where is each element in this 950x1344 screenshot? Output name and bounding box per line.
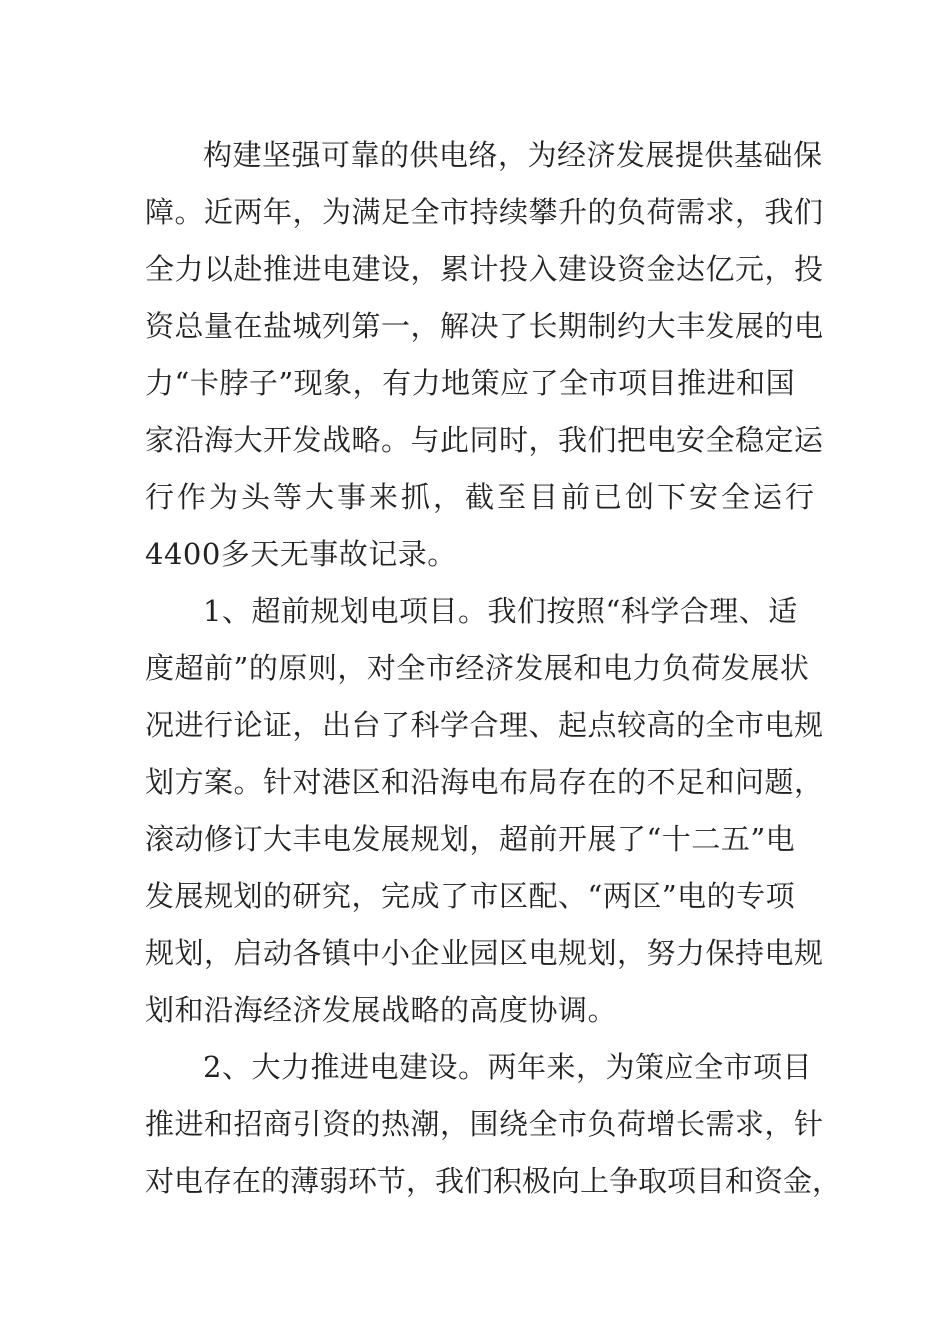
paragraph-3-line-1: 2、大力推进电建设。两年来，为策应全市项目 — [203, 1050, 812, 1084]
paragraph-1-line-5: 力“卡脖子”现象，有力地策应了全市项目推进和国 — [145, 366, 796, 400]
paragraph-1-line-6: 家沿海大开发战略。与此同时，我们把电安全稳定运 — [145, 423, 824, 457]
paragraph-2-line-6: 发展规划的研究，完成了市区配、“两区”电的专项 — [145, 879, 796, 913]
paragraph-2-line-7: 规划，启动各镇中小企业园区电规划，努力保持电规 — [145, 936, 824, 970]
paragraph-1-line-2: 障。近两年，为满足全市持续攀升的负荷需求，我们 — [145, 195, 824, 229]
paragraph-1-line-3: 全力以赴推进电建设，累计投入建设资金达亿元，投 — [145, 252, 824, 286]
paragraph-2-line-1: 1、超前规划电项目。我们按照“科学合理、适 — [203, 594, 798, 628]
paragraph-1-line-4: 资总量在盐城列第一，解决了长期制约大丰发展的电 — [145, 309, 824, 343]
paragraph-3-line-2: 推进和招商引资的热潮，围绕全市负荷增长需求，针 — [145, 1107, 824, 1141]
paragraph-3-line-3: 对电存在的薄弱环节，我们积极向上争取项目和资金， — [145, 1164, 842, 1198]
paragraph-2-line-4: 划方案。针对港区和沿海电布局存在的不足和问题， — [145, 765, 824, 799]
paragraph-2-line-2: 度超前”的原则，对全市经济发展和电力负荷发展状 — [145, 651, 810, 685]
paragraph-1-line-1: 构建坚强可靠的供电络，为经济发展提供基础保 — [203, 138, 823, 172]
paragraph-1-line-7: 行作为头等大事来抓，截至目前已创下安全运行 — [145, 480, 818, 514]
paragraph-1-line-8: 4400多天无事故记录。 — [145, 537, 457, 571]
paragraph-2-line-3: 况进行论证，出台了科学合理、起点较高的全市电规 — [145, 708, 824, 742]
paragraph-2-line-8: 划和沿海经济发展战略的高度协调。 — [145, 993, 618, 1027]
paragraph-2-line-5: 滚动修订大丰电发展规划，超前开展了“十二五”电 — [145, 822, 796, 856]
